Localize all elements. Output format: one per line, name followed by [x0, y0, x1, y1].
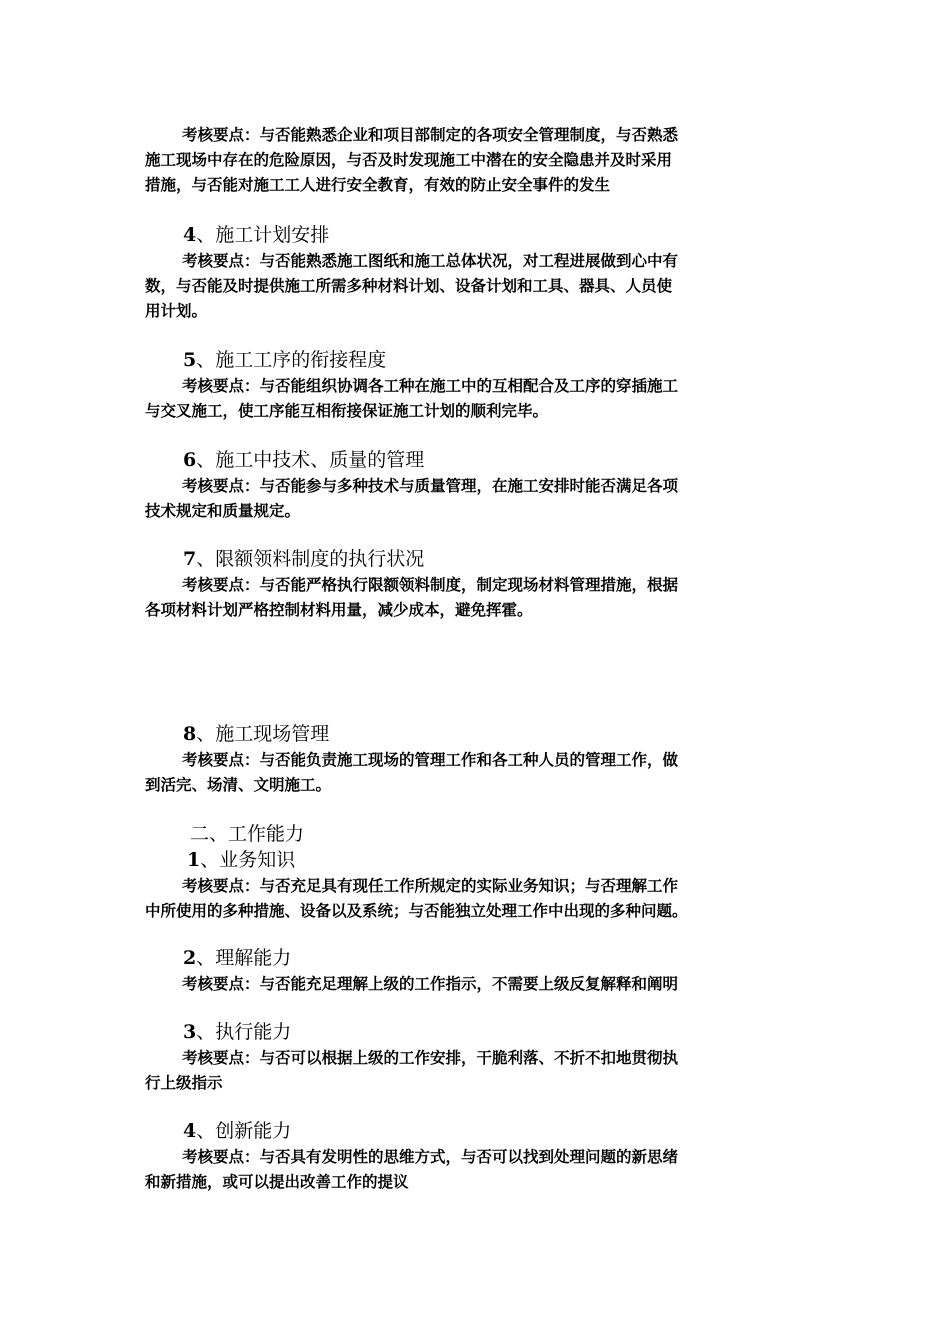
section-heading: [145, 546, 810, 572]
section-heading: [145, 347, 810, 373]
heading-number: 3: [183, 1021, 197, 1043]
section-heading: [145, 447, 810, 473]
text-line: 技术规定和质量规定。: [145, 501, 301, 520]
section-heading: [145, 222, 810, 248]
part-title: 二、工作能力: [190, 823, 305, 845]
text-line: 考核要点：与否能组织协调各工种在施工中的互相配合及工序的穿插施工: [182, 376, 679, 395]
text-line: 和新措施，或可以提出改善工作的提议: [145, 1172, 409, 1191]
heading-title: 、施工现场管理: [196, 723, 330, 745]
section-heading: [145, 1118, 810, 1144]
text-line: 各项材料计划严格控制材料用量，减少成本，避免挥霍。: [145, 600, 533, 619]
heading-title: 、施工工序的衔接程度: [196, 349, 387, 371]
text-line: 施工现场中存在的危险原因，与否及时发现施工中潜在的安全隐患并及时采用: [145, 150, 673, 169]
text-line: 到活完、场清、文明施工。: [145, 775, 332, 794]
paragraph: [145, 373, 810, 423]
section-heading: [145, 1019, 810, 1045]
paragraph: [145, 572, 810, 622]
text-line: 考核要点：与否充足具有现任工作所规定的实际业务知识；与否理解工作: [182, 876, 679, 895]
paragraph: [145, 1045, 810, 1095]
heading-number: 2: [183, 947, 197, 969]
section-execution: [145, 1019, 810, 1095]
section-heading: [145, 721, 810, 747]
section-heading: [145, 847, 810, 873]
text-line: 考核要点：与否能负责施工现场的管理工作和各工种人员的管理工作，做: [182, 750, 679, 769]
section-technical-quality: [145, 447, 810, 523]
paragraph: [145, 873, 810, 923]
section-understanding: [145, 945, 810, 996]
heading-title: 、施工计划安排: [196, 224, 330, 246]
paragraph: [145, 747, 810, 797]
text-line: 数，与否能及时提供施工所需多种材料计划、设备计划和工具、器具、人员使: [145, 276, 673, 295]
paragraph: [145, 473, 810, 523]
text-line: 考核要点：与否具有发明性的思维方式，与否可以找到处理问题的新思绪: [182, 1147, 679, 1166]
heading-number: 4: [183, 224, 197, 246]
text-line: 行上级指示: [145, 1073, 223, 1092]
section-heading: [145, 945, 810, 971]
text-line: 与交叉施工，使工序能互相衔接保证施工计划的顺利完毕。: [145, 401, 549, 420]
section-process-connection: [145, 347, 810, 423]
heading-title: 、施工中技术、质量的管理: [196, 449, 425, 471]
section-site-management: [145, 721, 810, 797]
section-innovation: [145, 1118, 810, 1194]
section-construction-plan: [145, 222, 810, 323]
heading-title: 、创新能力: [196, 1120, 292, 1142]
part-work-ability: [145, 821, 810, 923]
text-line: 中所使用的多种措施、设备以及系统；与否能独立处理工作中出现的多种问题。: [145, 901, 688, 920]
text-line: 用计划。: [145, 301, 208, 320]
heading-number: 6: [183, 449, 197, 471]
heading-title: 、理解能力: [196, 947, 292, 969]
heading-title: 、限额领料制度的执行状况: [196, 548, 425, 570]
heading-title: 、业务知识: [200, 849, 296, 871]
paragraph: [145, 971, 810, 996]
text-line: 考核要点：与否能熟悉企业和项目部制定的各项安全管理制度，与否熟悉: [182, 125, 679, 144]
heading-number: 4: [183, 1120, 197, 1142]
section-material-quota: [145, 546, 810, 622]
heading-number: 8: [183, 723, 197, 745]
text-line: 考核要点：与否能严格执行限额领料制度，制定现场材料管理措施，根据: [182, 575, 679, 594]
text-line: 考核要点：与否能充足理解上级的工作指示，不需要上级反复解释和阐明: [182, 974, 679, 993]
heading-title: 、执行能力: [196, 1021, 292, 1043]
paragraph: [145, 122, 810, 197]
section-safety-management: [145, 122, 810, 197]
paragraph: [145, 1144, 810, 1194]
heading-number: 5: [183, 349, 197, 371]
text-line: 考核要点：与否能参与多种技术与质量管理，在施工安排时能否满足各项: [182, 476, 679, 495]
heading-number: 7: [183, 548, 197, 570]
text-line: 考核要点：与否能熟悉施工图纸和施工总体状况，对工程进展做到心中有: [182, 251, 679, 270]
text-line: 措施，与否能对施工工人进行安全教育，有效的防止安全事件的发生: [145, 175, 611, 194]
text-line: 考核要点：与否可以根据上级的工作安排，干脆利落、不折不扣地贯彻执: [182, 1048, 679, 1067]
heading-number: 1: [187, 849, 201, 871]
paragraph: [145, 248, 810, 323]
